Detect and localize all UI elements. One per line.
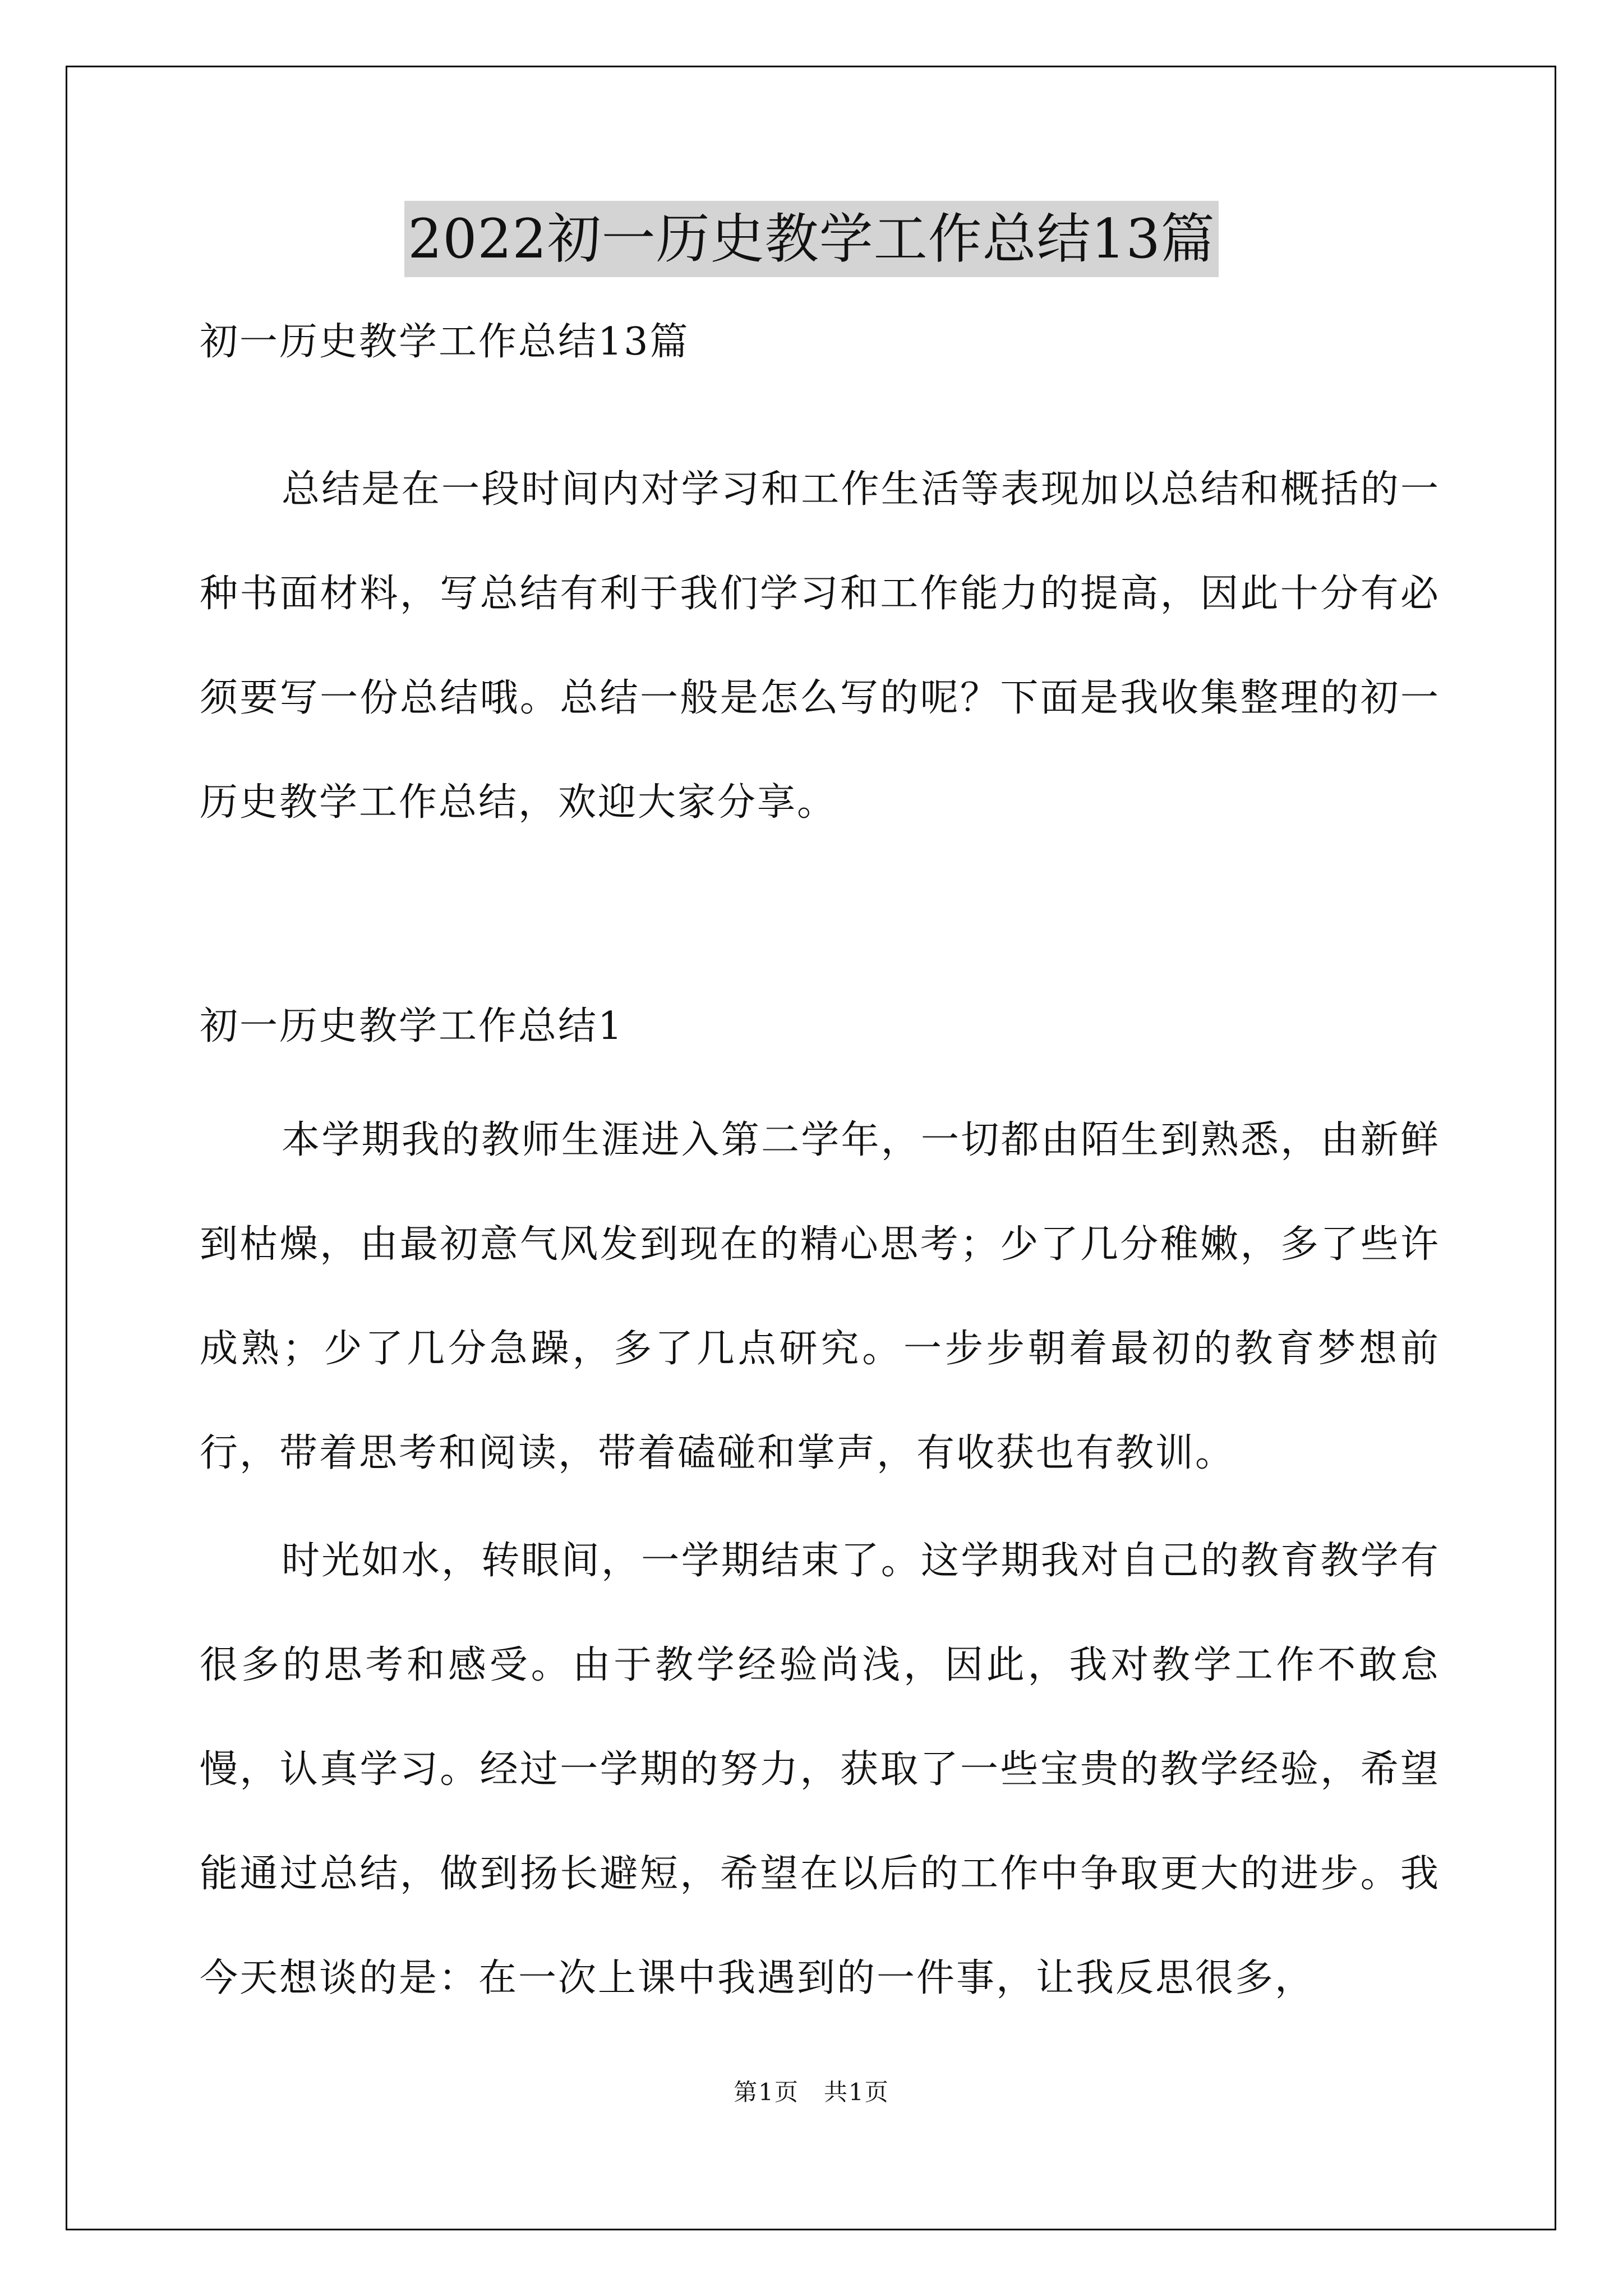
section-heading: 初一历史教学工作总结1 [200, 1004, 624, 1048]
document-title: 2022初一历史教学工作总结13篇 [404, 201, 1218, 277]
page-footer: 第1页 共1页 [734, 2078, 889, 2106]
section-paragraph-1: 本学期我的教师生涯进入第二学年，一切都由陌生到熟悉，由新鲜到枯燥，由最初意气风发到现在的精心思考；少了几分稚嫩，多了些许成熟；少了几分急躁，多了几点研究。一步步朝着最初的教育梦想前行，带着思考和阅读，带着磕碰和掌声，有收获也有教训。 [200, 1118, 1440, 1475]
title-container [0, 201, 1623, 277]
intro-paragraph: 总结是在一段时间内对学习和工作生活等表现加以总结和概括的一种书面材料，写总结有利于我们学习和工作能力的提高，因此十分有必须要写一份总结哦。总结一般是怎么写的呢？下面是我收集整理的初一历史教学工作总结，欢迎大家分享。 [200, 467, 1440, 825]
document-subtitle: 初一历史教学工作总结13篇 [200, 320, 690, 364]
section-paragraph-2: 时光如水，转眼间，一学期结束了。这学期我对自己的教育教学有很多的思考和感受。由于教学经验尚浅，因此，我对教学工作不敢怠慢，认真学习。经过一学期的努力，获取了一些宝贵的教学经验，希望能通过总结，做到扬长避短，希望在以后的工作中争取更大的进步。我今天想谈的是：在一次上课中我遇到的一件事，让我反思很多， [200, 1539, 1440, 2000]
